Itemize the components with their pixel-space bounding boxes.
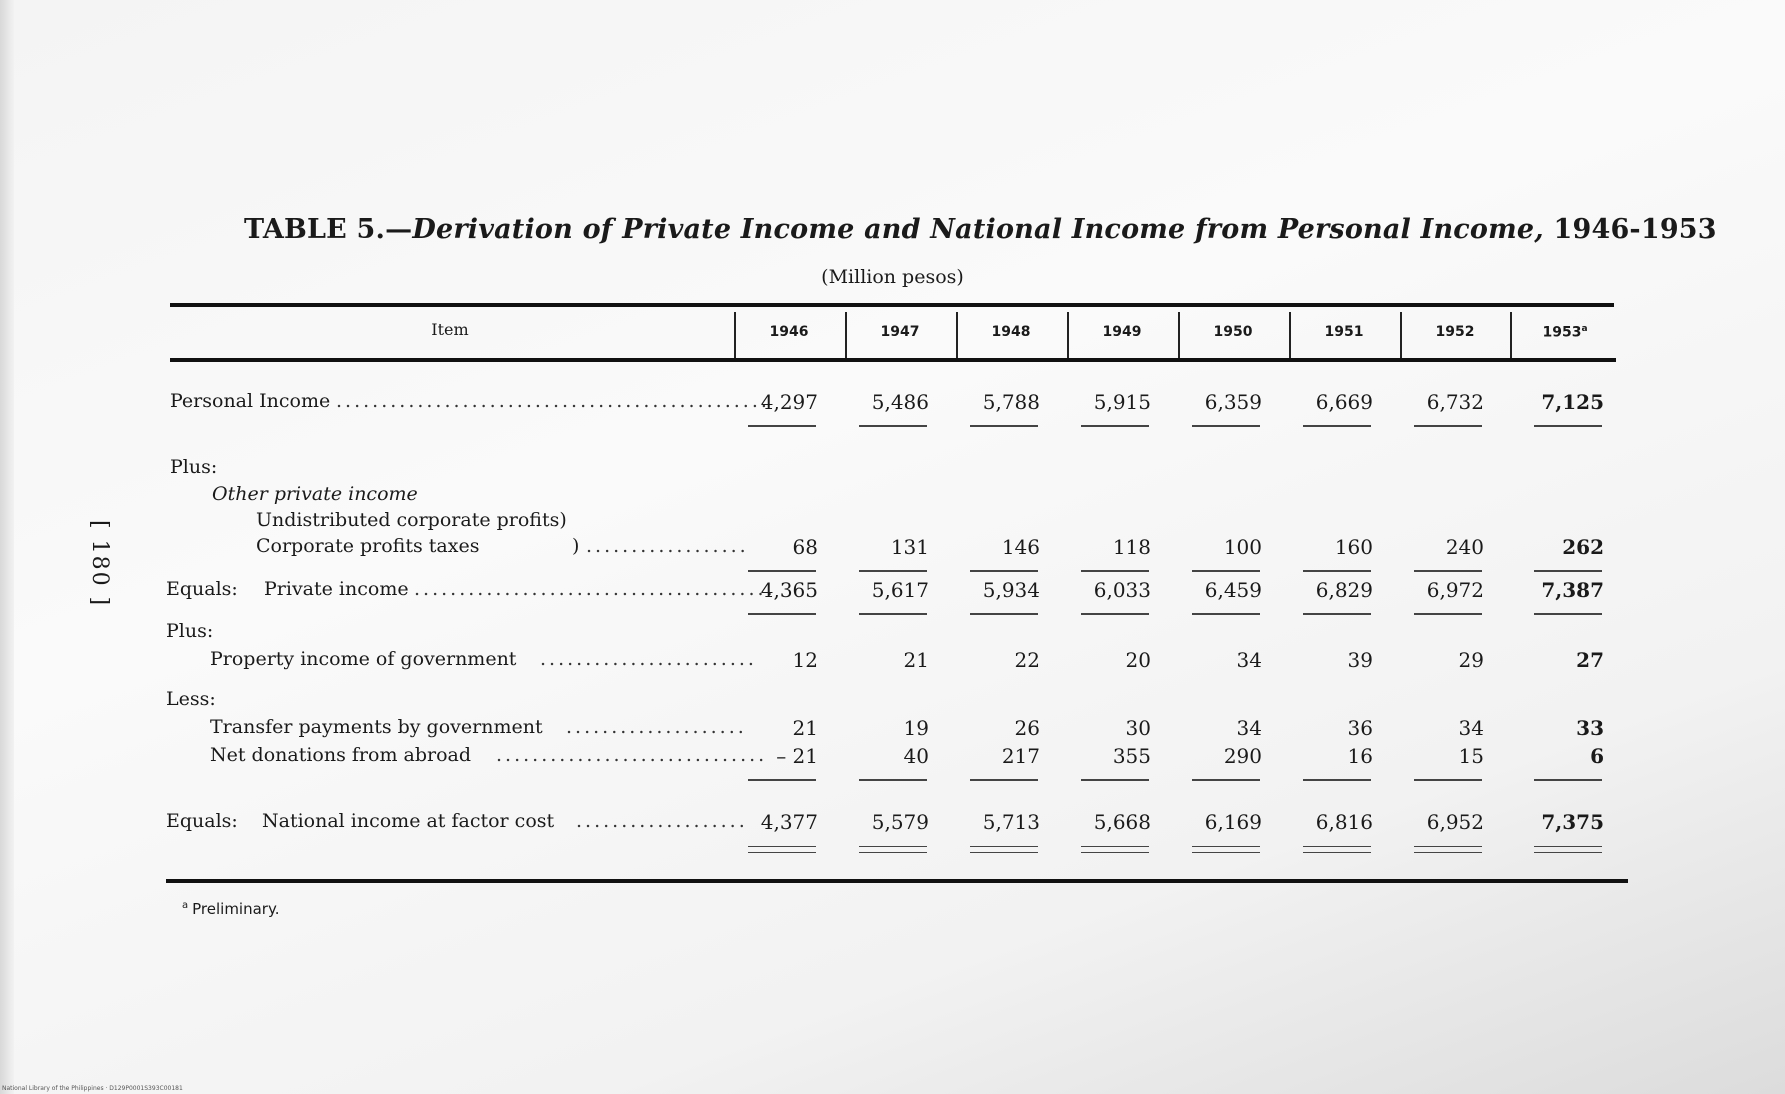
table-cell: 34: [1236, 648, 1262, 672]
underline: [1192, 570, 1260, 572]
double-underline: [970, 846, 1038, 853]
underline: [1414, 570, 1482, 572]
footnote-marker: a: [182, 900, 189, 911]
leader-dots: ....................: [566, 716, 747, 738]
table-cell: 146: [1001, 535, 1040, 559]
table-cell: 6,829: [1315, 578, 1373, 602]
double-underline: [748, 846, 816, 853]
title-italic: Derivation of Private Income and National Income from Personal Income,: [412, 214, 1544, 245]
header-year-preliminary: 1953$^a$: [1542, 324, 1588, 341]
underline: [748, 779, 816, 781]
double-underline: [1192, 846, 1260, 853]
table-cell: 30: [1125, 716, 1151, 740]
row-label-private-income: Private income: [264, 578, 409, 600]
header-year: 1950: [1213, 324, 1253, 340]
double-underline: [859, 846, 927, 853]
page-edge-shadow: [0, 0, 14, 1094]
underline: [1192, 779, 1260, 781]
table-cell: 7,125: [1541, 390, 1604, 414]
header-year: 1952: [1435, 324, 1475, 340]
underline: [1192, 425, 1260, 427]
underline: [1534, 570, 1602, 572]
row-label-personal-income: Personal Income: [170, 390, 331, 412]
table-cell: 6,972: [1426, 578, 1484, 602]
table-cell: 29: [1458, 648, 1484, 672]
footnote: $^a$ Preliminary.: [182, 900, 280, 918]
table-cell: 160: [1334, 535, 1373, 559]
table-cell: 68: [792, 535, 818, 559]
table-cell: 4,297: [760, 390, 818, 414]
double-underline: [1081, 846, 1149, 853]
table-cell: 6,359: [1204, 390, 1262, 414]
table-cell: 19: [903, 716, 929, 740]
table-cell: 21: [903, 648, 929, 672]
underline: [1081, 425, 1149, 427]
underline: [1081, 570, 1149, 572]
table-cell: 217: [1001, 744, 1040, 768]
table-cell: 39: [1347, 648, 1373, 672]
bottom-rule: [166, 879, 1628, 883]
table-cell: 6,459: [1204, 578, 1262, 602]
section-plus: Plus:: [166, 620, 214, 642]
underline: [1534, 779, 1602, 781]
underline: [970, 613, 1038, 615]
row-label-property-income: Property income of government: [210, 648, 517, 670]
title-prefix: TABLE 5.—: [244, 214, 413, 245]
underline: [1192, 613, 1260, 615]
underline: [859, 570, 927, 572]
underline: [1081, 779, 1149, 781]
double-underline: [1414, 846, 1482, 853]
header-year: 1948: [991, 324, 1031, 340]
row-label-donations: Net donations from abroad: [210, 744, 471, 766]
underline: [748, 570, 816, 572]
table-cell: 6,732: [1426, 390, 1484, 414]
table-cell: 5,788: [982, 390, 1040, 414]
table-cell: 26: [1014, 716, 1040, 740]
table-cell: 6,033: [1093, 578, 1151, 602]
library-credit: National Library of the Philippines · D129P0001S393C00181: [2, 1085, 183, 1092]
table-cell: 7,375: [1541, 810, 1604, 834]
table-cell: 16: [1347, 744, 1373, 768]
row-label-transfer: Transfer payments by government: [210, 716, 543, 738]
leader-dots: ........................: [540, 648, 757, 670]
header-year: 1951: [1324, 324, 1364, 340]
table-cell: 262: [1562, 535, 1604, 559]
section-plus: Plus:: [170, 456, 218, 478]
leader-dots: ..................: [586, 535, 749, 557]
underline: [859, 425, 927, 427]
row-label-corp-taxes: Corporate profits taxes: [256, 535, 480, 557]
underline: [1081, 613, 1149, 615]
table-cell: 33: [1576, 716, 1604, 740]
table-cell: 7,387: [1541, 578, 1604, 602]
table-cell: 36: [1347, 716, 1373, 740]
table-cell: – 21: [776, 744, 818, 768]
table-cell: 5,934: [982, 578, 1040, 602]
table-cell: 5,713: [982, 810, 1040, 834]
underline: [1414, 425, 1482, 427]
header-year: 1946: [769, 324, 809, 340]
table-cell: 5,579: [871, 810, 929, 834]
table-cell: 27: [1576, 648, 1604, 672]
underline: [970, 570, 1038, 572]
table-cell: 15: [1458, 744, 1484, 768]
table-cell: 290: [1223, 744, 1262, 768]
underline: [1414, 613, 1482, 615]
table-cell: 100: [1223, 535, 1262, 559]
row-label-other-private: Other private income: [212, 483, 418, 505]
table-cell: 118: [1112, 535, 1151, 559]
table-cell: 34: [1236, 716, 1262, 740]
table-cell: 5,617: [871, 578, 929, 602]
table-cell: 4,377: [760, 810, 818, 834]
table-cell: 4,365: [760, 578, 818, 602]
underline: [859, 613, 927, 615]
leader-dots: ................................................: [336, 390, 770, 412]
table-cell: 355: [1112, 744, 1151, 768]
table-cell: 6,952: [1426, 810, 1484, 834]
underline: [1414, 779, 1482, 781]
underline: [1534, 613, 1602, 615]
table-cell: 21: [792, 716, 818, 740]
table-cell: 6,669: [1315, 390, 1373, 414]
table-subtitle: (Million pesos): [821, 266, 964, 288]
section-less: Less:: [166, 688, 216, 710]
table-cell: 6: [1590, 744, 1604, 768]
underline: [1303, 570, 1371, 572]
table-cell: 240: [1445, 535, 1484, 559]
underline: [748, 425, 816, 427]
header-year: 1947: [880, 324, 920, 340]
row-label-national-income: National income at factor cost: [262, 810, 555, 832]
row-prefix-equals: Equals:: [166, 578, 238, 600]
double-underline: [1534, 846, 1602, 853]
underline: [1303, 779, 1371, 781]
underline: [1303, 613, 1371, 615]
table-cell: 22: [1014, 648, 1040, 672]
table-title: [244, 214, 1717, 245]
leader-dots: ...................: [576, 810, 748, 832]
underline: [1534, 425, 1602, 427]
underline: [1303, 425, 1371, 427]
table-cell: 12: [792, 648, 818, 672]
table-cell: 34: [1458, 716, 1484, 740]
row-label-undistributed: Undistributed corporate profits): [256, 509, 567, 531]
leader-dots: ........................................: [414, 578, 776, 600]
footnote-marker: a: [1581, 324, 1588, 334]
underline: [748, 613, 816, 615]
page-number: [ 180 ]: [87, 520, 112, 608]
table-cell: 6,816: [1315, 810, 1373, 834]
table-cell: 5,915: [1093, 390, 1151, 414]
table-cell: 40: [903, 744, 929, 768]
table-cell: 131: [890, 535, 929, 559]
top-rule: [170, 303, 1614, 307]
brace-mark: ): [572, 535, 580, 557]
underline: [859, 779, 927, 781]
table-cell: 5,486: [871, 390, 929, 414]
header-item: Item: [431, 320, 469, 339]
double-underline: [1303, 846, 1371, 853]
table-cell: 5,668: [1093, 810, 1151, 834]
underline: [970, 425, 1038, 427]
leader-dots: ..............................: [496, 744, 768, 766]
row-prefix-equals: Equals:: [166, 810, 238, 832]
title-years: 1946-1953: [1553, 214, 1717, 245]
header-bottom-rule: [170, 358, 1616, 362]
table-cell: 20: [1125, 648, 1151, 672]
table-cell: 6,169: [1204, 810, 1262, 834]
underline: [970, 779, 1038, 781]
header-year: 1949: [1102, 324, 1142, 340]
